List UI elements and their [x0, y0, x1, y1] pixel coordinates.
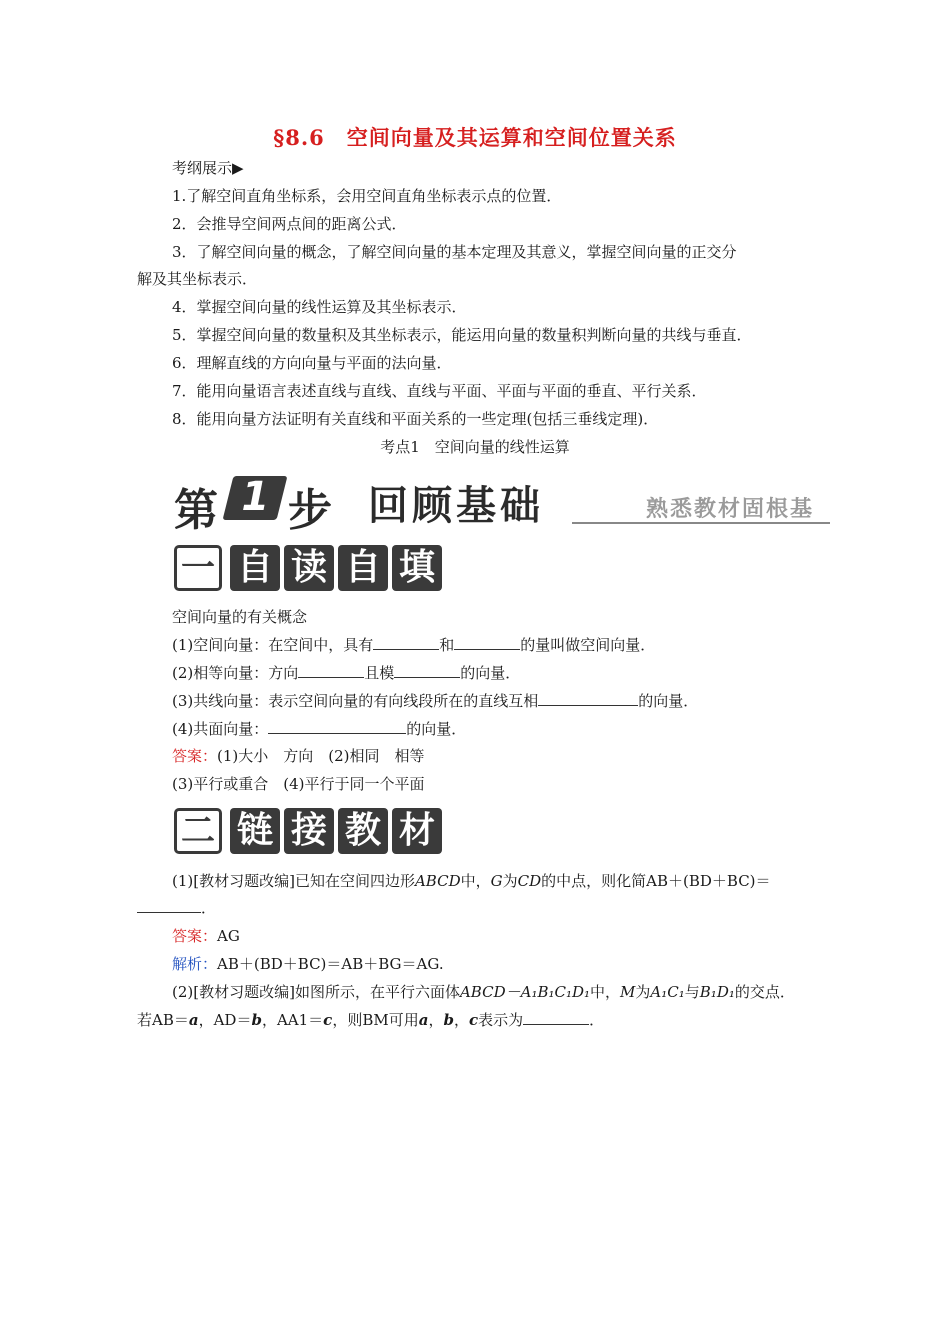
- syllabus-item-4: 4．掌握空间向量的线性运算及其坐标表示．: [172, 298, 467, 316]
- page-title: §8.6 空间向量及其运算和空间位置关系: [273, 125, 677, 150]
- concept-line-1: (1)空间向量：在空间中，具有 和 的量叫做空间向量．: [172, 636, 656, 654]
- step-banner: [172, 470, 832, 536]
- section-number-box: [174, 808, 222, 854]
- step-number-badge: [223, 476, 288, 520]
- section-char: 教: [338, 808, 388, 854]
- answer-label: 答案：: [172, 927, 218, 945]
- syllabus-item-3-cont: 解及其坐标表示．: [137, 270, 258, 288]
- concepts-heading: 空间向量的有关概念: [172, 608, 308, 626]
- section-char: 链: [230, 808, 280, 854]
- problem-2: (2)[教材习题改编]如图所示，在平行六面体ABCD－A₁B₁C₁D₁中，M为A₁C₁与B₁D₁的交点．: [172, 983, 795, 1001]
- syllabus-item-3: 3．了解空间向量的概念，了解空间向量的基本定理及其意义，掌握空间向量的正交分: [172, 243, 737, 261]
- concept-line-3: (3)共线向量：表示空间向量的有向线段所在的直线互相 的向量．: [172, 692, 699, 710]
- concept-line-4: (4)共面向量： 的向量．: [172, 720, 467, 738]
- section-char: 自: [338, 545, 388, 591]
- step-di: 第: [174, 485, 218, 536]
- answer-blank: [523, 1010, 589, 1025]
- answer-label: 答案：: [172, 747, 218, 765]
- concept-answer-1: 答案：(1)大小 方向 (2)相同 相等: [172, 747, 425, 765]
- answer-blank: [137, 898, 201, 913]
- syllabus-heading: 考纲展示▶: [172, 159, 244, 177]
- answer-blank: [268, 719, 406, 734]
- concept-answer-2: (3)平行或重合 (4)平行于同一个平面: [172, 775, 425, 793]
- section-char: 填: [392, 545, 442, 591]
- problem-1-answer: 答案：AG: [172, 927, 240, 945]
- step-divider: [572, 522, 830, 524]
- section-char: 材: [392, 808, 442, 854]
- analysis-label: 解析：: [172, 955, 218, 973]
- step-number: 1: [241, 474, 270, 520]
- syllabus-item-7: 7．能用向量语言表述直线与直线、直线与平面、平面与平面的垂直、平行关系．: [172, 382, 707, 400]
- answer-blank: [394, 663, 460, 678]
- step-bu: 步: [288, 485, 332, 536]
- answer-blank: [454, 635, 520, 650]
- syllabus-item-5: 5．掌握空间向量的数量积及其坐标表示，能运用向量的数量积判断向量的共线与垂直．: [172, 326, 752, 344]
- section-char: 接: [284, 808, 334, 854]
- syllabus-item-8: 8．能用向量方法证明有关直线和平面关系的一些定理(包括三垂线定理)．: [172, 410, 659, 428]
- problem-1-analysis: 解析：AB＋(BD＋BC)＝AB＋BG＝AG.: [172, 955, 444, 973]
- section-number: 二: [181, 811, 215, 851]
- problem-2-cont: 若AB＝a，AD＝b，AA1＝c，则BM可用a，b，c表示为 ．: [137, 1011, 605, 1029]
- step-subtitle: 熟悉教材固根基: [646, 497, 815, 522]
- problem-1-cont: ．: [137, 898, 216, 918]
- answer-blank: [298, 663, 364, 678]
- section-char: 读: [284, 545, 334, 591]
- syllabus-item-6: 6．理解直线的方向向量与平面的法向量．: [172, 354, 452, 372]
- problem-1: (1)[教材习题改编]已知在空间四边形ABCD中，G为CD的中点，则化简AB＋(BD＋BC)＝: [172, 872, 771, 890]
- kaodian-heading: 考点1 空间向量的线性运算: [380, 438, 570, 456]
- section-char: 自: [230, 545, 280, 591]
- syllabus-item-1: 1.了解空间直角坐标系，会用空间直角坐标表示点的位置．: [172, 187, 562, 205]
- step-title: 回顾基础: [368, 483, 544, 529]
- answer-blank: [373, 635, 439, 650]
- section-number: 一: [181, 548, 215, 588]
- section-number-box: [174, 545, 222, 591]
- concept-line-2: (2)相等向量：方向 且模 的向量．: [172, 664, 521, 682]
- answer-blank: [538, 691, 638, 706]
- syllabus-item-2: 2．会推导空间两点间的距离公式．: [172, 215, 407, 233]
